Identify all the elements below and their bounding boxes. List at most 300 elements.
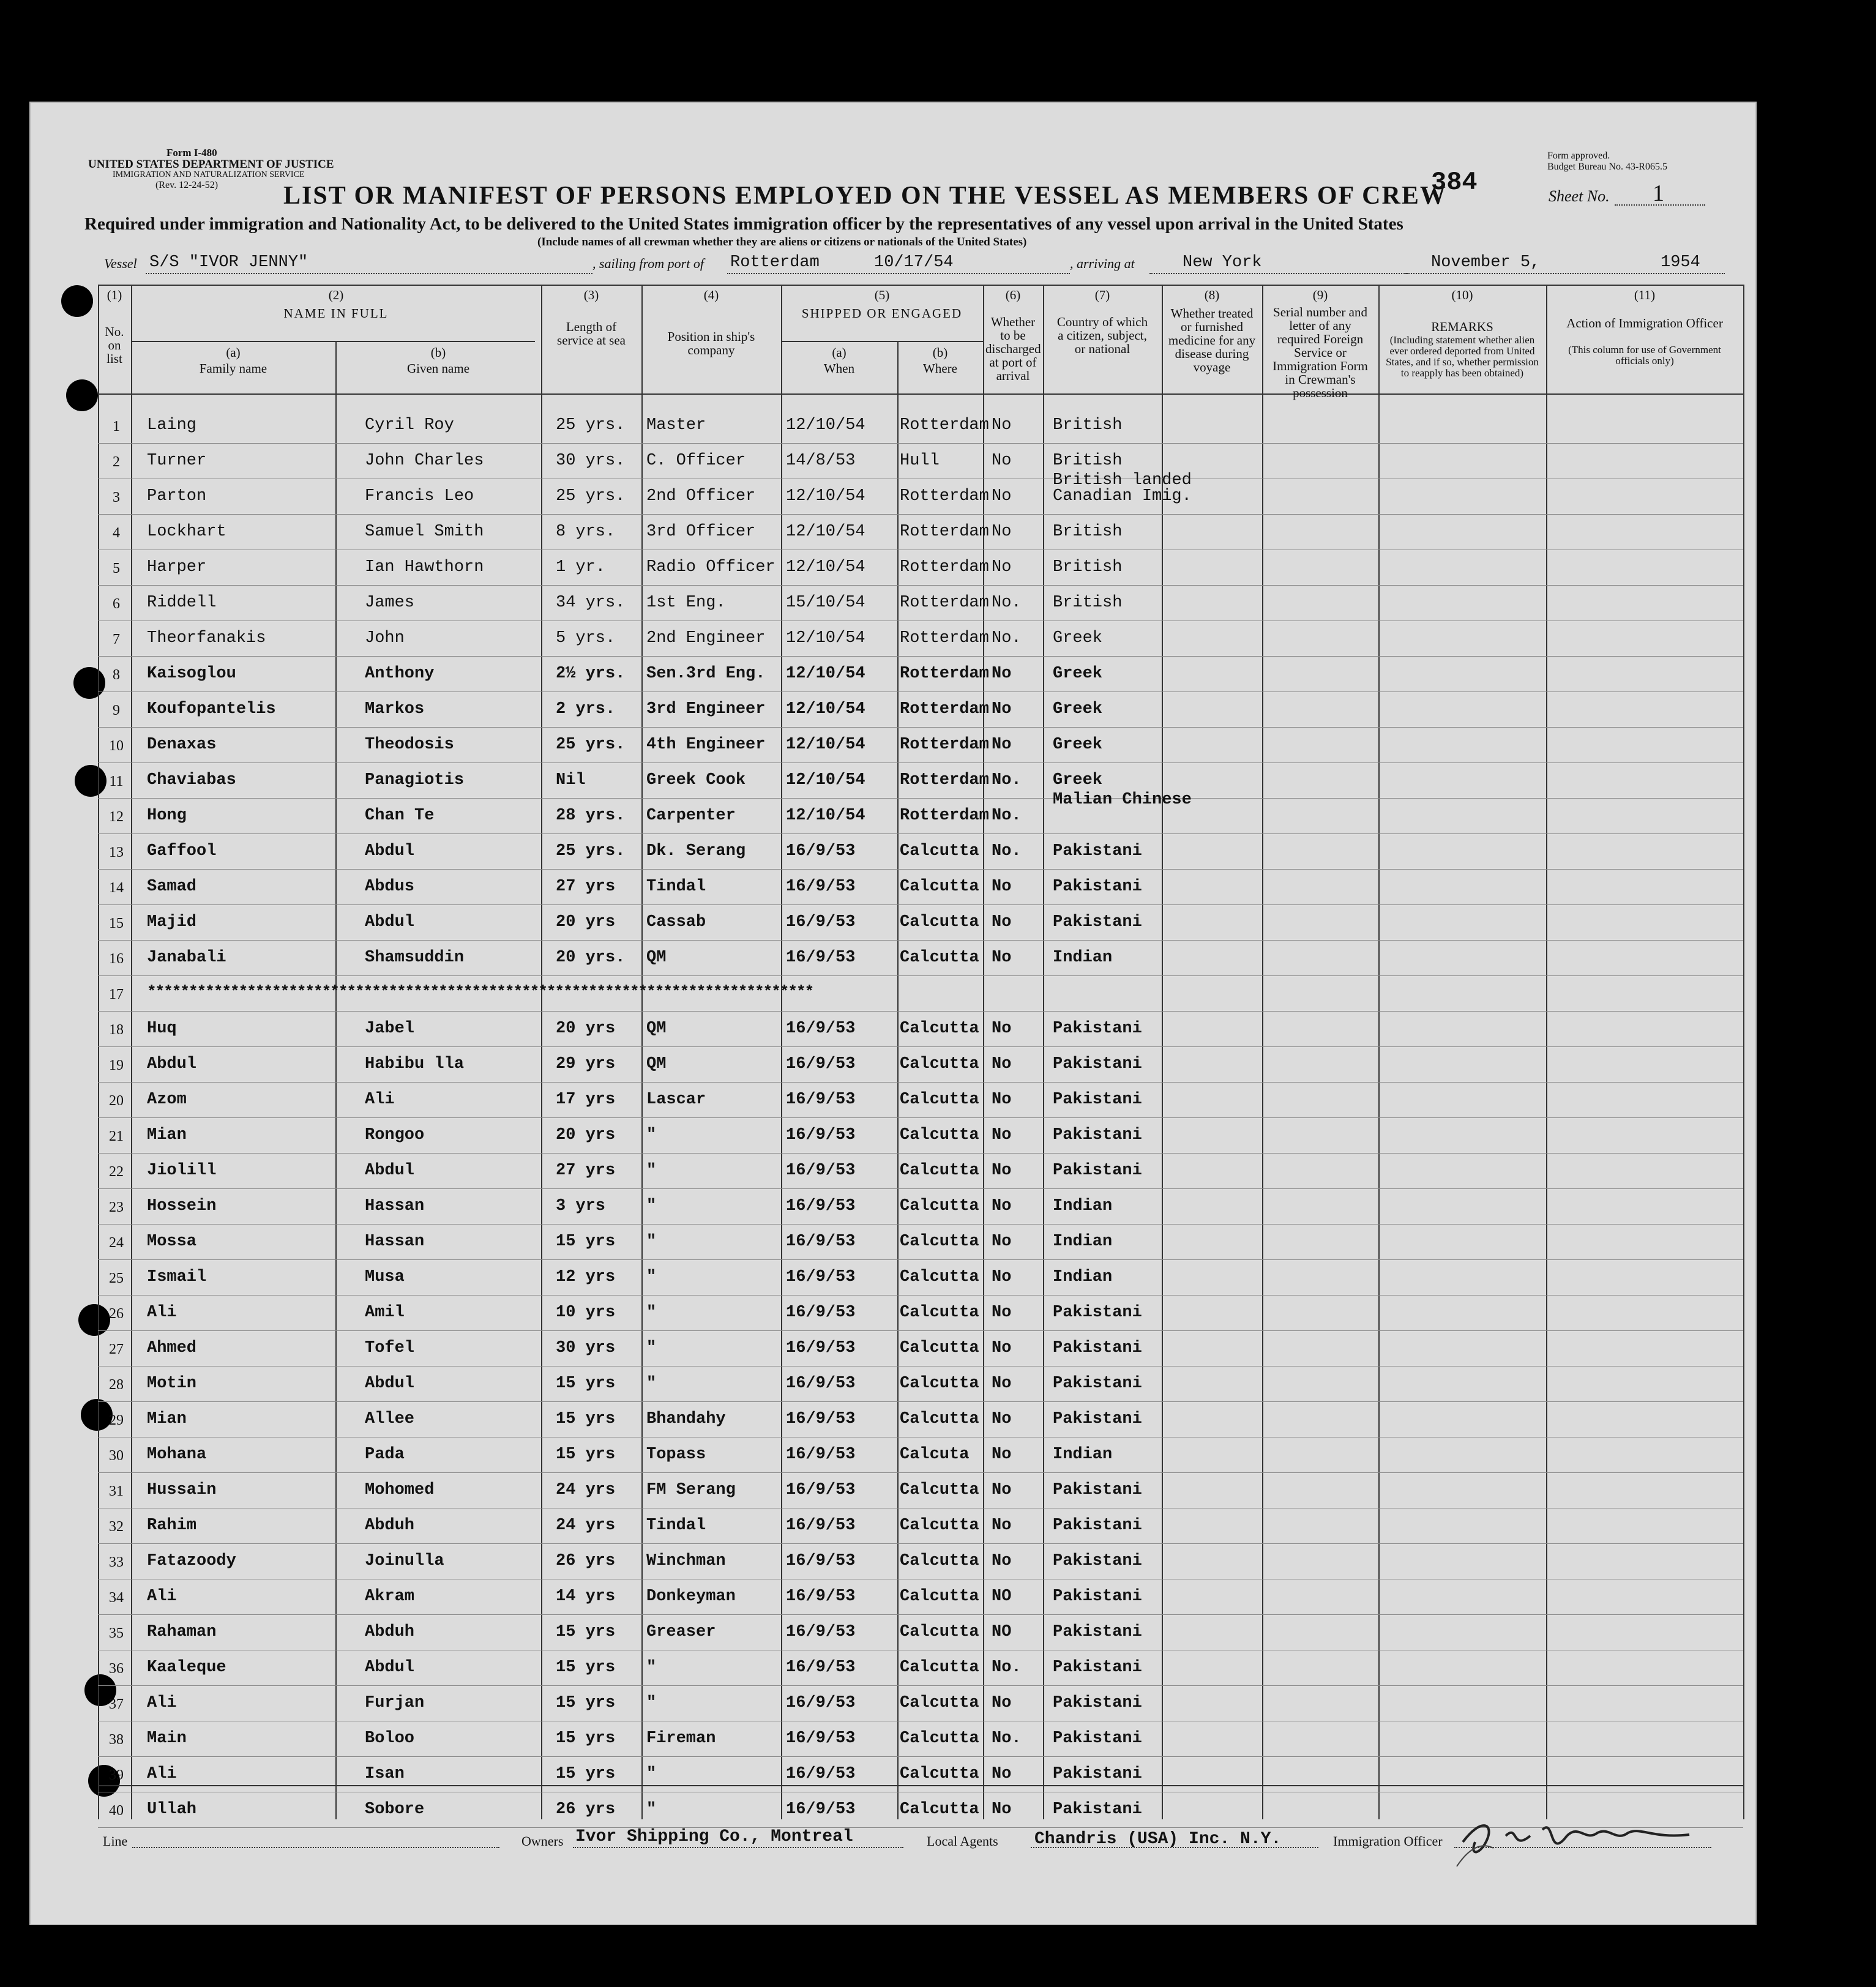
shipped-when: 12/10/54 <box>786 736 865 754</box>
shipped-when: 16/9/53 <box>786 1374 856 1393</box>
length-of-service: 15 yrs <box>556 1445 616 1464</box>
row-number: 9 <box>113 703 120 718</box>
family-name: Ali <box>147 1303 177 1322</box>
shipped-where: Calcutta <box>900 842 979 860</box>
arriving-line <box>1149 273 1407 274</box>
family-name: Lockhart <box>147 523 226 541</box>
length-of-service: 24 yrs <box>556 1516 616 1535</box>
row-number: 29 <box>109 1412 124 1428</box>
arriving-label: , arriving at <box>1070 256 1135 271</box>
shipped-where: Calcutta <box>900 1552 979 1570</box>
shipped-when: 16/9/53 <box>786 1623 856 1641</box>
discharge-status: No <box>992 1516 1012 1535</box>
shipped-where: Rotterdam <box>900 523 989 541</box>
shipped-when: 16/9/53 <box>786 842 856 860</box>
row-rule <box>98 443 1743 444</box>
row-rule <box>98 1330 1743 1331</box>
row-number: 30 <box>109 1448 124 1464</box>
shipped-when: 12/10/54 <box>786 523 865 541</box>
length-of-service: 25 yrs. <box>556 842 626 860</box>
col5a-label: When <box>823 361 855 376</box>
row-number: 3 <box>113 490 120 505</box>
family-name: Samad <box>147 878 197 896</box>
length-of-service: 10 yrs <box>556 1303 616 1322</box>
length-of-service: Nil <box>556 771 586 789</box>
given-name: Chan Te <box>365 807 435 825</box>
position: C. Officer <box>646 452 746 470</box>
nationality: Greek <box>1053 736 1103 754</box>
position: QM <box>646 1020 667 1038</box>
length-of-service: 12 yrs <box>556 1268 616 1286</box>
nationality: Pakistani <box>1053 1161 1142 1180</box>
shipped-when: 16/9/53 <box>786 949 856 967</box>
family-name: Hussain <box>147 1481 217 1499</box>
nationality: Pakistani <box>1053 1587 1142 1606</box>
shipped-where: Rotterdam <box>900 736 989 754</box>
nationality: Indian <box>1053 1232 1113 1251</box>
nationality: Pakistani <box>1053 1765 1142 1783</box>
shipped-when: 16/9/53 <box>786 1268 856 1286</box>
col3-label: Length of service at sea <box>557 319 626 348</box>
position: " <box>646 1765 657 1783</box>
length-of-service: 15 yrs <box>556 1694 616 1712</box>
col1-label: No. on list <box>105 324 124 366</box>
family-name: Rahaman <box>147 1623 217 1641</box>
shipped-when: 12/10/54 <box>786 629 865 647</box>
row-number: 25 <box>109 1270 124 1286</box>
family-name: Theorfanakis <box>147 629 266 647</box>
row-rule <box>98 1224 1743 1225</box>
nationality: British landed Canadian Imig. <box>1053 471 1192 505</box>
line-field <box>132 1847 499 1848</box>
family-name: Majid <box>147 913 197 931</box>
discharge-status: No <box>992 878 1012 896</box>
family-name: Motin <box>147 1374 197 1393</box>
sheet-label: Sheet No. <box>1549 187 1610 205</box>
discharge-status: No <box>992 1339 1012 1357</box>
given-name: Shamsuddin <box>365 949 465 967</box>
sheet-value: 1 <box>1653 181 1664 206</box>
shipped-where: Calcutta <box>900 1694 979 1712</box>
given-name: Ian Hawthorn <box>365 558 484 576</box>
shipped-where: Calcutta <box>900 913 979 931</box>
row-rule <box>98 1472 1743 1473</box>
shipped-where: Calcutta <box>900 1020 979 1038</box>
length-of-service: 26 yrs <box>556 1800 616 1819</box>
shipped-where: Calcutta <box>900 1374 979 1393</box>
form-number: Form I-480 <box>166 147 217 158</box>
shipped-when: 16/9/53 <box>786 1694 856 1712</box>
nationality: Pakistani <box>1053 1410 1142 1428</box>
position: QM <box>646 949 667 967</box>
row-number: 17 <box>109 986 124 1002</box>
shipped-where: Rotterdam <box>900 558 989 576</box>
given-name: Cyril Roy <box>365 416 454 434</box>
family-name: Hossein <box>147 1197 217 1215</box>
shipped-when: 16/9/53 <box>786 1445 856 1464</box>
family-name: Janabali <box>147 949 226 967</box>
given-name: Abdul <box>365 913 415 931</box>
col5-label: SHIPPED OR ENGAGED <box>801 306 963 321</box>
shipped-where: Calcutta <box>900 1197 979 1215</box>
given-name: Joinulla <box>365 1552 444 1570</box>
row-number: 16 <box>109 951 124 967</box>
punch-hole <box>61 285 93 317</box>
nationality: British <box>1053 416 1123 434</box>
discharge-status: No <box>992 1055 1012 1073</box>
family-name: Laing <box>147 416 197 434</box>
nationality: Pakistani <box>1053 1729 1142 1748</box>
position: Master <box>646 416 706 434</box>
given-name: John <box>365 629 405 647</box>
row-rule <box>98 833 1743 834</box>
row-number: 21 <box>109 1128 124 1144</box>
shipped-when: 16/9/53 <box>786 1232 856 1251</box>
row-number: 34 <box>109 1590 124 1606</box>
length-of-service: 1 yr. <box>556 558 606 576</box>
position: " <box>646 1800 657 1819</box>
discharge-status: No <box>992 949 1012 967</box>
discharge-status: No <box>992 523 1012 541</box>
shipped-when: 16/9/53 <box>786 878 856 896</box>
discharge-status: No. <box>992 1658 1022 1677</box>
position: Topass <box>646 1445 706 1464</box>
punch-hole <box>66 379 98 411</box>
row-number: 20 <box>109 1093 124 1109</box>
position: " <box>646 1658 657 1677</box>
discharge-status: No <box>992 1161 1012 1180</box>
nationality: Indian <box>1053 1268 1113 1286</box>
shipped-when: 12/10/54 <box>786 700 865 718</box>
family-name: Koufopantelis <box>147 700 276 718</box>
family-name: Mohana <box>147 1445 207 1464</box>
given-name: Rongoo <box>365 1126 425 1144</box>
row-number: 26 <box>109 1306 124 1322</box>
length-of-service: 8 yrs. <box>556 523 616 541</box>
discharge-status: No. <box>992 594 1022 612</box>
shipped-when: 16/9/53 <box>786 1800 856 1819</box>
row-number: 6 <box>113 596 120 612</box>
family-name: Azom <box>147 1090 187 1109</box>
given-name: Hassan <box>365 1197 425 1215</box>
family-name: Riddell <box>147 594 217 612</box>
page-note: (Include names of all crewman whether they are aliens or citizens or nationals of the United States) <box>537 236 1027 248</box>
row-rule <box>98 869 1743 870</box>
discharge-status: No <box>992 1481 1012 1499</box>
family-name: Abdul <box>147 1055 197 1073</box>
budget-bureau: Budget Bureau No. 43-R065.5 <box>1547 162 1667 172</box>
family-name: Mossa <box>147 1232 197 1251</box>
family-name: Denaxas <box>147 736 217 754</box>
col2-label: NAME IN FULL <box>283 306 389 321</box>
family-name: Main <box>147 1729 187 1748</box>
shipped-where: Calcutta <box>900 1729 979 1748</box>
shipped-where: Calcutta <box>900 1055 979 1073</box>
col8-label: Whether treated or furnished medicine for any disease during voyage <box>1168 306 1256 375</box>
row-rule <box>98 762 1743 763</box>
row-number: 4 <box>113 525 120 541</box>
given-name: Abdul <box>365 842 415 860</box>
given-name: Panagiotis <box>365 771 465 789</box>
discharge-status: No <box>992 452 1012 470</box>
discharge-status: No <box>992 736 1012 754</box>
position: Dk. Serang <box>646 842 746 860</box>
discharge-status: No <box>992 1303 1012 1322</box>
row-number: 39 <box>109 1767 124 1783</box>
position: Cassab <box>646 913 706 931</box>
length-of-service: 25 yrs. <box>556 416 626 434</box>
position: Radio Officer <box>646 558 775 576</box>
row-number: 31 <box>109 1483 124 1499</box>
shipped-where: Calcutta <box>900 1587 979 1606</box>
discharge-status: No. <box>992 1729 1022 1748</box>
row-number: 40 <box>109 1803 124 1819</box>
row-rule <box>98 940 1743 941</box>
col4-label: Position in ship's company <box>667 329 755 357</box>
shipped-when: 16/9/53 <box>786 913 856 931</box>
shipped-when: 16/9/53 <box>786 1303 856 1322</box>
nationality: Greek <box>1053 700 1103 718</box>
manifest-table <box>98 285 1743 1819</box>
given-name: Musa <box>365 1268 405 1286</box>
nationality: Pakistani <box>1053 1694 1142 1712</box>
shipped-when: 16/9/53 <box>786 1765 856 1783</box>
discharge-status: No <box>992 1232 1012 1251</box>
position: 1st Eng. <box>646 594 726 612</box>
nationality: Pakistani <box>1053 1303 1142 1322</box>
shipped-where: Calcutta <box>900 1161 979 1180</box>
position: Fireman <box>646 1729 716 1748</box>
agents-value: Chandris (USA) Inc. N.Y. <box>1034 1830 1282 1849</box>
given-name: Theodosis <box>365 736 454 754</box>
given-name: Abdus <box>365 878 415 896</box>
shipped-where: Calcutta <box>900 1765 979 1783</box>
given-name: Amil <box>365 1303 405 1322</box>
shipped-where: Calcutta <box>900 1339 979 1357</box>
row-rule <box>98 975 1743 976</box>
family-name: Parton <box>147 487 207 505</box>
given-name: Abdul <box>365 1161 415 1180</box>
nationality: British <box>1053 523 1123 541</box>
given-name: Jabel <box>365 1020 415 1038</box>
row-number: 11 <box>109 774 124 789</box>
length-of-service: 5 yrs. <box>556 629 616 647</box>
row-rule <box>98 1685 1743 1686</box>
nationality: Pakistani <box>1053 1552 1142 1570</box>
given-name: Boloo <box>365 1729 415 1748</box>
shipped-where: Calcutta <box>900 1268 979 1286</box>
nationality: British <box>1053 452 1123 470</box>
family-name: Hong <box>147 807 187 825</box>
given-name: Pada <box>365 1445 405 1464</box>
length-of-service: 24 yrs <box>556 1481 616 1499</box>
nationality: Pakistani <box>1053 842 1142 860</box>
col5b-label: Where <box>923 361 957 376</box>
col10-note: (Including statement whether alien ever ordered deported from United States, and if so, whether permission to reapply has been obtained) <box>1386 334 1539 379</box>
nationality: Greek <box>1053 665 1103 683</box>
row-number: 14 <box>109 880 124 896</box>
sailing-label: , sailing from port of <box>592 256 704 271</box>
length-of-service: 15 yrs <box>556 1374 616 1393</box>
length-of-service: 20 yrs. <box>556 949 626 967</box>
col8-number: (8) <box>1204 288 1220 302</box>
line-label: Line <box>103 1833 128 1849</box>
col1-number: (1) <box>107 288 122 302</box>
family-name: Ali <box>147 1587 177 1606</box>
col11-note: (This column for use of Government officials only) <box>1568 344 1721 367</box>
discharge-status: No <box>992 1020 1012 1038</box>
col9-label: Serial number and letter of any required Foreign Service or Immigration Form in Crewman's possession <box>1272 305 1368 400</box>
given-name: John Charles <box>365 452 484 470</box>
owners-field <box>573 1847 903 1848</box>
discharge-status: No <box>992 1765 1012 1783</box>
position: " <box>646 1303 657 1322</box>
row-number: 36 <box>109 1661 124 1677</box>
owners-label: Owners <box>521 1833 564 1849</box>
row-number: 35 <box>109 1625 124 1641</box>
given-name: Anthony <box>365 665 435 683</box>
length-of-service: 30 yrs <box>556 1339 616 1357</box>
position: FM Serang <box>646 1481 736 1499</box>
shipped-where: Calcutta <box>900 1481 979 1499</box>
length-of-service: 15 yrs <box>556 1658 616 1677</box>
family-name: Fatazoody <box>147 1552 236 1570</box>
discharge-status: NO <box>992 1623 1012 1641</box>
shipped-where: Rotterdam <box>900 594 989 612</box>
family-name: Ahmed <box>147 1339 197 1357</box>
row-number: 33 <box>109 1554 124 1570</box>
nationality: Greek <box>1053 771 1103 789</box>
position: Tindal <box>646 1516 706 1535</box>
row-number: 28 <box>109 1377 124 1393</box>
shipped-where: Calcutta <box>900 1623 979 1641</box>
family-name: Mian <box>147 1410 187 1428</box>
position: 2nd Engineer <box>646 629 766 647</box>
given-name: James <box>365 594 415 612</box>
shipped-where: Rotterdam <box>900 771 989 789</box>
discharge-status: No. <box>992 771 1022 789</box>
length-of-service: 15 yrs <box>556 1623 616 1641</box>
length-of-service: 28 yrs. <box>556 807 626 825</box>
length-of-service: 26 yrs <box>556 1552 616 1570</box>
shipped-when: 15/10/54 <box>786 594 865 612</box>
shipped-when: 12/10/54 <box>786 665 865 683</box>
discharge-status: No <box>992 913 1012 931</box>
page-title: LIST OR MANIFEST OF PERSONS EMPLOYED ON THE VESSEL AS MEMBERS OF CREW <box>283 182 1447 210</box>
row-rule <box>98 1011 1743 1012</box>
nationality: Pakistani <box>1053 1090 1142 1109</box>
row-rule <box>98 1188 1743 1189</box>
shipped-where: Calcutta <box>900 1303 979 1322</box>
col2-number: (2) <box>328 288 344 302</box>
position: Sen.3rd Eng. <box>646 665 766 683</box>
service-name: IMMIGRATION AND NATURALIZATION SERVICE <box>113 170 305 179</box>
length-of-service: 17 yrs <box>556 1090 616 1109</box>
nationality: Greek <box>1053 629 1103 647</box>
vessel-line <box>146 273 592 274</box>
position: Tindal <box>646 878 706 896</box>
length-of-service: 14 yrs <box>556 1587 616 1606</box>
family-name: Jiolill <box>147 1161 217 1180</box>
shipped-when: 16/9/53 <box>786 1055 856 1073</box>
shipped-when: 16/9/53 <box>786 1020 856 1038</box>
nationality: Pakistani <box>1053 1126 1142 1144</box>
shipped-where: Rotterdam <box>900 807 989 825</box>
officer-label: Immigration Officer <box>1333 1833 1443 1849</box>
row-number: 27 <box>109 1341 124 1357</box>
position: Greaser <box>646 1623 716 1641</box>
shipped-where: Calcutta <box>900 1658 979 1677</box>
col3-number: (3) <box>583 288 599 302</box>
given-name: Sobore <box>365 1800 425 1819</box>
given-name: Markos <box>365 700 425 718</box>
arrival-date: November 5, <box>1431 253 1541 272</box>
length-of-service: 20 yrs <box>556 1020 616 1038</box>
col4-number: (4) <box>703 288 719 302</box>
discharge-status: No. <box>992 842 1022 860</box>
row-rule <box>98 904 1743 905</box>
position: 2nd Officer <box>646 487 756 505</box>
discharge-status: No <box>992 665 1012 683</box>
row-number: 10 <box>109 738 124 754</box>
nationality: Pakistani <box>1053 1800 1142 1819</box>
shipped-where: Hull <box>900 452 940 470</box>
family-name: Gaffool <box>147 842 217 860</box>
col2a-number: (a) <box>226 345 241 360</box>
shipped-when: 16/9/53 <box>786 1161 856 1180</box>
shipped-when: 12/10/54 <box>786 487 865 505</box>
shipped-when: 16/9/53 <box>786 1126 856 1144</box>
row-number: 22 <box>109 1164 124 1180</box>
given-name: Abdul <box>365 1374 415 1393</box>
row-rule <box>98 1046 1743 1047</box>
family-name: Chaviabas <box>147 771 236 789</box>
row-number: 8 <box>113 667 120 683</box>
separator-row: ******************************************************************************** <box>147 983 813 1001</box>
agents-label: Local Agents <box>927 1833 998 1849</box>
shipped-where: Calcutta <box>900 1126 979 1144</box>
page-subtitle: Required under immigration and Nationality Act, to be delivered to the United States immigration officer by the representatives of any vessel upon arrival in the United States <box>84 214 1403 234</box>
row-rule <box>98 1756 1743 1757</box>
given-name: Tofel <box>365 1339 415 1357</box>
col7-number: (7) <box>1094 288 1110 302</box>
family-name: Ullah <box>147 1800 197 1819</box>
nationality: Indian <box>1053 949 1113 967</box>
length-of-service: 25 yrs. <box>556 736 626 754</box>
departure-date: 10/17/54 <box>874 253 954 272</box>
discharge-status: No <box>992 487 1012 505</box>
nationality: Pakistani <box>1053 1339 1142 1357</box>
shipped-where: Calcutta <box>900 949 979 967</box>
given-name: Abduh <box>365 1516 415 1535</box>
shipped-where: Calcutta <box>900 1232 979 1251</box>
family-name: Turner <box>147 452 207 470</box>
form-approved: Form approved. <box>1547 151 1610 161</box>
row-rule <box>98 1117 1743 1118</box>
revision-date: (Rev. 12-24-52) <box>155 180 219 190</box>
family-name: Kaisoglou <box>147 665 236 683</box>
row-rule <box>98 656 1743 657</box>
owners-value: Ivor Shipping Co., Montreal <box>575 1827 853 1846</box>
discharge-status: No <box>992 1800 1012 1819</box>
col2b-number: (b) <box>430 345 446 360</box>
length-of-service: 30 yrs. <box>556 452 626 470</box>
nationality: Pakistani <box>1053 1658 1142 1677</box>
shipped-when: 16/9/53 <box>786 1197 856 1215</box>
position: 3rd Engineer <box>646 700 766 718</box>
row-rule <box>98 1082 1743 1083</box>
date-line <box>1407 273 1725 274</box>
